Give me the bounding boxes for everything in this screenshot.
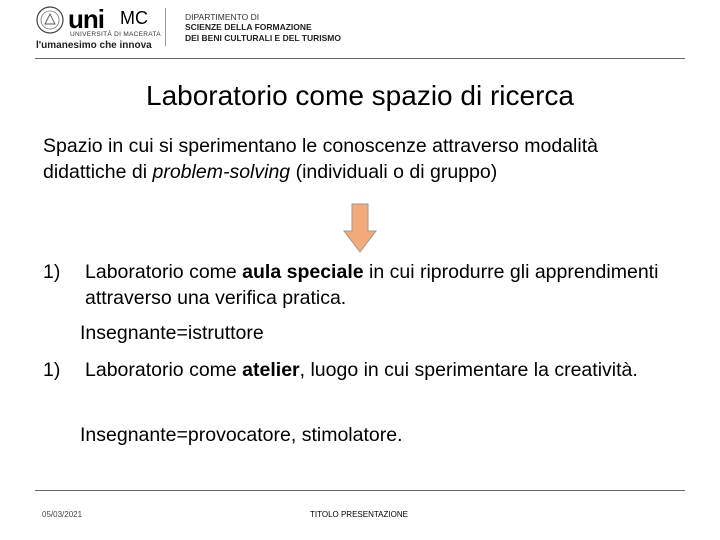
department-name-line1: SCIENZE DELLA FORMAZIONE xyxy=(185,22,312,32)
logo-motto: l'umanesimo che innova xyxy=(36,40,152,51)
list-item-text xyxy=(85,259,685,311)
header-rule xyxy=(35,58,685,59)
footer-date: 05/03/2021 xyxy=(42,510,83,519)
intro-text-end: (individuali o di gruppo) xyxy=(290,161,498,183)
list-item-number: 1) xyxy=(43,359,61,381)
footer-title: TITOLO PRESENTAZIONE xyxy=(310,510,408,519)
logo-mc: MC xyxy=(120,8,148,28)
list-item-text xyxy=(85,357,685,383)
down-arrow-icon xyxy=(343,203,377,253)
teacher-role: Insegnante=provocatore, stimolatore. xyxy=(80,424,403,446)
list-item-bold-term: atelier xyxy=(242,359,300,381)
department-label: DIPARTIMENTO DI xyxy=(185,12,260,22)
department-name-line2: DEI BENI CULTURALI E DEL TURISMO xyxy=(185,33,341,43)
university-seal-icon xyxy=(36,6,64,34)
intro-italic-term: problem-solving xyxy=(152,161,291,183)
slide-header xyxy=(0,0,720,60)
list-item-bold-term: aula speciale xyxy=(242,261,364,283)
intro-text-start: Spazio in cui si sperimentano le conoscenze attraverso modalità didattiche di xyxy=(43,135,598,183)
teacher-role: Insegnante=istruttore xyxy=(80,322,264,344)
footer-rule xyxy=(35,490,685,491)
intro-paragraph xyxy=(43,133,683,185)
list-item-text-end: in cui riprodurre gli apprendimenti attraverso una verifica pratica. xyxy=(85,261,659,309)
list-item-text-start: Laboratorio come xyxy=(85,261,243,283)
logo-subtitle: UNIVERSITÀ DI MACERATA xyxy=(70,31,161,38)
list-item-text-start: Laboratorio come xyxy=(85,359,243,381)
list-item-text-end: , luogo in cui sperimentare la creatività. xyxy=(299,359,638,381)
logo-wordmark: uni xyxy=(68,4,104,34)
header-divider xyxy=(165,8,166,46)
slide-title: Laboratorio come spazio di ricerca xyxy=(146,80,574,111)
list-item-number: 1) xyxy=(43,261,61,283)
